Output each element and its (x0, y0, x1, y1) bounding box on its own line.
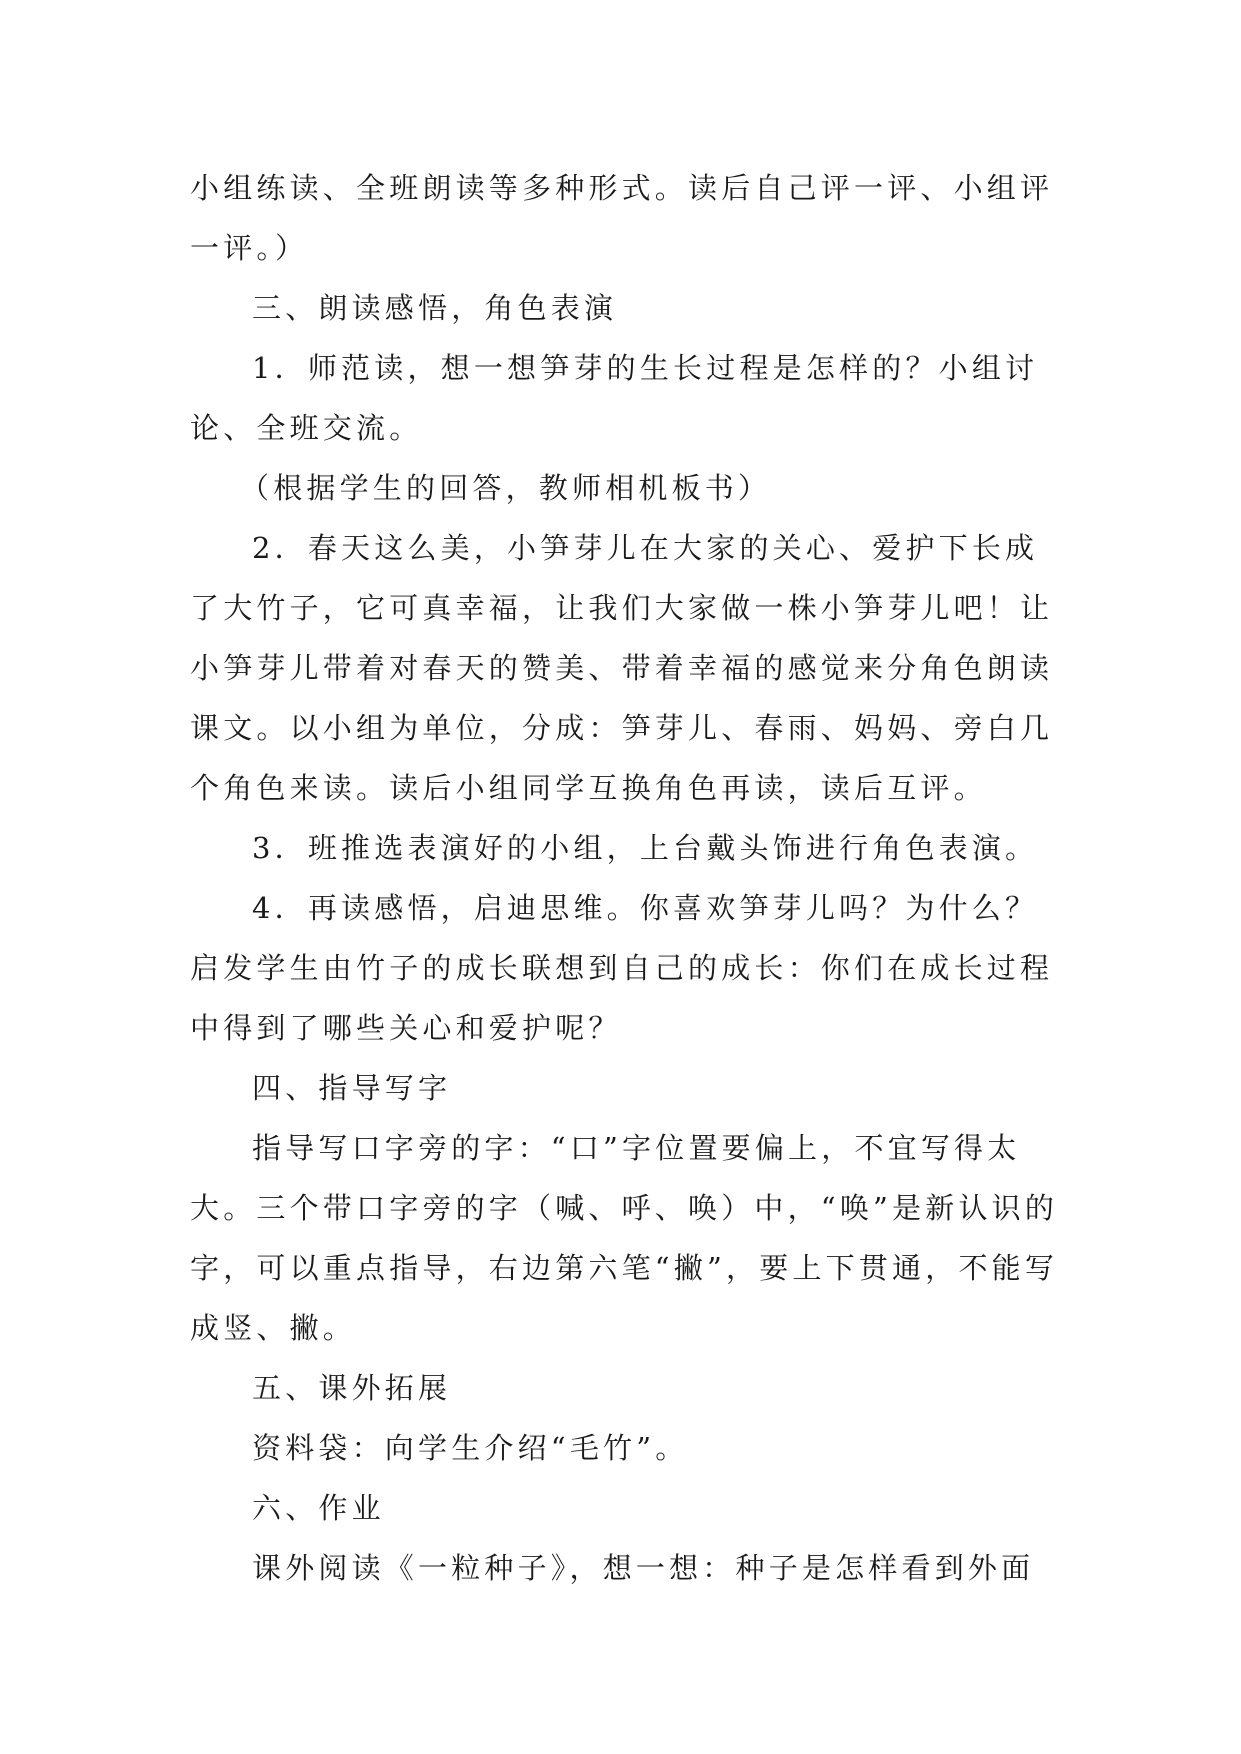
paragraph-continuation: 小组练读、全班朗读等多种形式。读后自己评一评、小组评一评。） (190, 171, 1054, 265)
paragraph-step-1: 1．师范读，想一想笋芽的生长过程是怎样的？小组讨论、全班交流。 (190, 351, 1039, 445)
section-heading-writing: 四、指导写字 (252, 1071, 452, 1105)
paragraph-step-2: 2．春天这么美，小笋芽儿在大家的关心、爱护下长成了大竹子，它可真幸福，让我们大家做一株小笋芽儿吧！让小笋芽儿带着对春天的赞美、带着幸福的感觉来分角色朗读课文。以小组为单位，分成：笋芽儿、春雨、妈妈、旁白几个角色来读。读后小组同学互换角色再读，读后互评。 (190, 531, 1054, 805)
document-body (190, 158, 1060, 1598)
section-heading-homework: 六、作业 (252, 1491, 385, 1525)
paragraph-step-3: 3．班推选表演好的小组，上台戴头饰进行角色表演。 (252, 831, 1039, 865)
paragraph-step-4: 4．再读感悟，启迪思维。你喜欢笋芽儿吗？为什么？启发学生由竹子的成长联想到自己的成长：你们在成长过程中得到了哪些关心和爱护呢？ (190, 891, 1054, 1045)
paragraph-homework: 课外阅读《一粒种子》，想一想：种子是怎样看到外面 (252, 1551, 1035, 1585)
section-heading-reading: 三、朗读感悟，角色表演 (252, 291, 618, 325)
section-heading-extension: 五、课外拓展 (252, 1371, 452, 1405)
paragraph-resource: 资料袋：向学生介绍“毛竹”。 (252, 1431, 689, 1465)
paragraph-note: （根据学生的回答，教师相机板书） (240, 471, 772, 505)
paragraph-writing-guide: 指导写口字旁的字：“口”字位置要偏上，不宜写得太大。三个带口字旁的字（喊、呼、唤）中，“唤”是新认识的字，可以重点指导，右边第六笔“撇”，要上下贯通，不能写成竖、撇。 (190, 1131, 1059, 1345)
